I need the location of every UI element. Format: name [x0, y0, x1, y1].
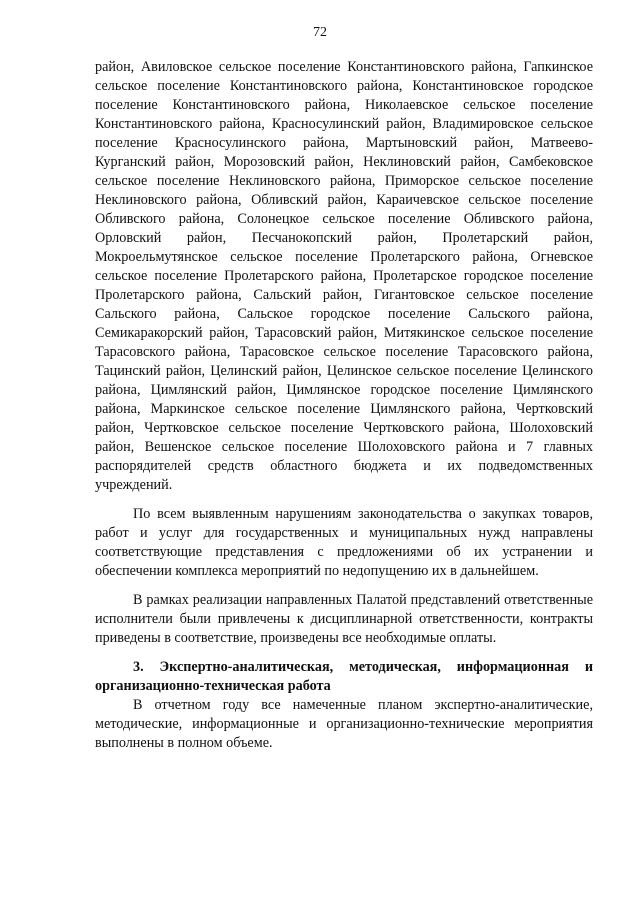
- paragraph-district-list: район, Авиловское сельское поселение Константиновского района, Гапкинское сельское поселение Константиновского района, Константиновское городское поселение Константиновского района, Николаевское сельское поселение Константиновского района, Красносулинский район, Владимировское сельское поселение Красносулинского района, Мартыновский район, Матвеево-Курганский район, Морозовский район, Неклиновский район, Самбековское сельское поселение Неклиновского района, Приморское сельское поселение Неклиновского района, Обливский район, Караичевское сельское поселение Обливского района, Солонецкое сельское поселение Обливского района, Орловский район, Песчанокопский район, Пролетарский район, Мокроельмутянское сельское поселение Пролетарского района, Огневское сельское поселение Пролетарского района, Пролетарское городское поселение Пролетарского района, Сальский район, Гигантовское сельское поселение Сальского района, Сальское городское поселение Сальского района, Семикаракорский район, Тарасовский район, Митякинское сельское поселение Тарасовского района, Тарасовское сельское поселение Тарасовского района, Тацинский район, Целинский район, Целинское сельское поселение Целинского района, Цимлянский район, Цимлянское городское поселение Цимлянского района, Маркинское сельское поселение Цимлянского района, Чертковский район, Чертковское сельское поселение Чертковского района, Шолоховский район, Вешенское сельское поселение Шолоховского района и 7 главных распорядителей средств областного бюджета и их подведомственных учреждений.: [95, 59, 593, 493]
- paragraph-expert-analytical-work: В отчетном году все намеченные планом экспертно-аналитические, методические, информационные и организационно-технические мероприятия выполнены в полном объеме.: [95, 697, 593, 751]
- page-number: 72: [313, 25, 327, 40]
- paragraph-disciplinary-measures: В рамках реализации направленных Палатой представлений ответственные исполнители были привлечены к дисциплинарной ответственности, контракты приведены в соответствие, произведены все необходимые оплаты.: [95, 592, 593, 646]
- section-heading: 3. Экспертно-аналитическая, методическая, информационная и организационно-техническая работа: [95, 659, 593, 694]
- paragraph-procurement-violations: По всем выявленным нарушениям законодательства о закупках товаров, работ и услуг для государственных и муниципальных нужд направлены соответствующие представления с предложениями об их устранении и обеспечении комплекса мероприятий по недопущению их в дальнейшем.: [95, 506, 593, 579]
- document-body: [95, 58, 593, 753]
